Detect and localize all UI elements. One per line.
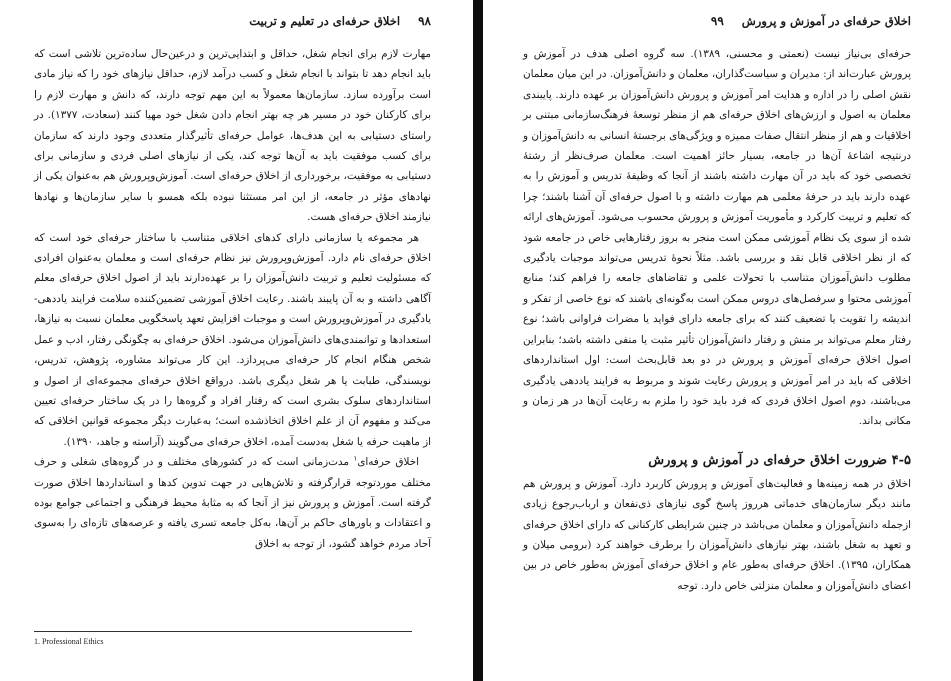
section-paragraph: اخلاق در همه زمینه‌ها و فعالیت‌های آموزش و پرورش کاربرد دارد. آموزش و پرورش هم مانند دیگر سازمان‌های خدماتی هرروز پاسخ گوی نیازهای ذی‌نفعان و ارباب‌رجوع زیادی ازجمله دانش‌آموزان و معلمان می‌باشد در چنین شرایطی کارکنانی که دارای اخلاق حرفه‌ای و تعهد به شغل باشند، بهتر نیازهای دانش‌آموزان را برطرف خواهند کرد (برومی میلان و همکاران، ۱۳۹۵). اخلاق حرفه‌ای به‌طور عام و اخلاق حرفه‌ای آموزش به‌طور خاص در بین اعضای دانش‌آموزان و معلمان منزلتی خاص دارد. توجه (523, 477, 911, 592)
right-page-number: ۹۹ (710, 14, 724, 28)
right-page-header (523, 14, 911, 34)
left-paragraph-2: هر مجموعه یا سازمانی دارای کدهای اخلاقی متناسب با ساختار حرفه‌ای خود است که اخلاق حرفه‌ای نام دارد. آموزش‌وپرورش نیز نظام حرفه‌ای است و معلمان به‌عنوان افرادی که مسئولیت تعلیم و تربیت دانش‌آموزان را بر عهده‌دارند باید از اصول اخلاق حرفه‌ای معلم آگاهی داشته و به آن پایبند باشند. رعایت اخلاق آموزشی تضمین‌کننده سلامت فرایند یاددهی-یادگیری در آموزش‌وپرورش است و موجبات افزایش تعهد پاسخگویی معلمان نسبت به نیازها، استعدادها و توانمندی‌های دانش‌آموزان می‌شود. اخلاق حرفه‌ای به چگونگی رفتار، ادب و عمل شخص هنگام انجام کار حرفه‌ای می‌پردازد. این کار می‌تواند مشاوره، پژوهش، تدریس، نویسندگی، طبابت یا هر شغل دیگری باشد. درواقع اخلاق حرفه‌ای مجموعه‌ای از اصول و استانداردهای سلوک بشری است که رفتار افراد و گروه‌ها را در یک ساختار حرفه‌ای تعیین می‌کند و مفهوم آن از علم اخلاق اتخاذشده است؛ به‌عبارت دیگر مجموعه قوانین اخلاقی که از ماهیت حرفه یا شغل به‌دست آمده، اخلاق حرفه‌ای می‌گویند (آراسته و جاهد، ۱۳۹۰). (34, 231, 431, 448)
left-page-body (34, 44, 431, 554)
left-page (0, 0, 473, 681)
footnote-divider (34, 631, 412, 632)
right-paragraph-1: حرفه‌ای بی‌نیاز نیست (نعمتی و محسنی، ۱۳۸۹). سه گروه اصلی هدف در آموزش و پرورش عبارت‌اند از: مدیران و سیاست‌گذاران، معلمان و دانش‌آموزان. در این میان معلمان نقش اصلی را در اداره و هدایت امر آموزش و پرورش دانش‌آموزان بر عهده دارند. پایبندی معلمان به اصول و ارزش‌های اخلاق حرفه‌ای هم از منظر توسعهٔ فرهنگ‌سازمانی مبتنی بر اخلاقیات و هم از منظر انتقال صفات ممیزه و ویژگی‌های برجستهٔ انسانی به دانش‌آموزان و درنتیجه اشاعهٔ آن‌ها در جامعه، بسیار حائز اهمیت است. معلمان صرف‌نظر از رشتهٔ تخصصی خود که باید در آن مهارت داشته باشند از آنجا که وظیفهٔ تدریس و آموزش را به عهده دارند باید در حرفهٔ معلمی هم مهارت داشته و با اصول حرفه‌ای آن آشنا باشند؛ چرا که تعلیم و تربیت کارکرد و مأموریت آموزش و پرورش محسوب می‌شود. آموزش‌های ارائه شده از سوی یک نظام آموزشی ممکن است منجر به بروز رفتارهایی خاص در جامعه شود که از نظر اخلاقی قابل نقد و بررسی باشد. مثلاً نحوهٔ تدریس می‌تواند موجبات یادگیری مطلوب دانش‌آموزان متناسب با تحولات علمی و تقاضاهای جامعه را فراهم کند؛ منابع آموزشی محتوا و سرفصل‌های دروس ممکن است به‌گونه‌ای باشند که نوع خاصی از تفکر و اندیشه را تقویت یا تضعیف کنند که برای جامعه دارای فواید یا مضرات فراوانی باشد؛ نوع رفتار معلم می‌تواند بر منش و رفتار دانش‌آموزان تأثیر مثبت یا منفی داشته باشد؛ بنابراین اصول اخلاق حرفه‌ای آموزش و پرورش در دو بعد قابل‌بحث است: اول استانداردهای اخلاقی که باید در امر آموزش و پرورش رعایت شوند و مربوط به فرایند یاددهی یادگیری می‌باشند، دوم اصول اخلاق فردی که فرد باید خود را ملزم به رعایت آن‌ها در هر زمان و مکانی بداند. (523, 48, 911, 428)
footnote (34, 637, 104, 646)
left-paragraph-1: مهارت لازم برای انجام شغل، حداقل و ابتدایی‌ترین و درعین‌حال ساده‌ترین تلاشی است که باید انجام دهد تا بتواند با انجام شغل و کسب درآمد لازم، حداقل نیازهای خود را که نیاز مادی است برآورده سازد. سازمان‌ها معمولاً به این مهم توجه دارند، که دانش و مهارت لازم را برای کارکنان خود در مسیر هر چه بهتر انجام دادن شغل خود مهیا کنند (سعادت، ۱۳۷۷). در راستای دستیابی به این هدف‌ها، عوامل حرفه‌ای تأثیرگذار متعددی وجود دارند که سازمان برای کسب موفقیت باید به آن‌ها توجه کند، یکی از نیازهای اصلی فردی و سازمانی برای دستیابی به موفقیت، برخورداری از اخلاق حرفه‌ای است. آموزش‌وپرورش هم به‌عنوان یکی از نهادهای مؤثر در جامعه، از این امر مستثنا نبوده بلکه همسو با سایر سازمان‌ها و نهادها نیازمند اخلاق حرفه‌ای هست. (34, 48, 431, 224)
left-page-header (34, 14, 431, 34)
left-paragraph-3-text: مدت‌زمانی است که در کشورهای مختلف و در گروه‌های شغلی و حرف مختلف موردتوجه قرارگرفته و تلاش‌هایی در جهت تدوین کدها و استانداردها اخلاق صورت گرفته است. آموزش و پرورش نیز از آنجا که به مثابهٔ محیط فرهنگی و اجتماعی جوامع بوده و اعتقادات و باورهای حاکم بر آن‌ها، به‌کل جامعه تسری یافته و عرصه‌های تازه‌ای را به‌سوی آحاد مردم خواهد گشود، از توجه به اخلاق (34, 456, 431, 550)
right-page-body (523, 44, 911, 596)
right-page-running-title: اخلاق حرفه‌ای در آموزش و پرورش (741, 14, 911, 28)
left-page-running-title: اخلاق حرفه‌ای در تعلیم و تربیت (249, 14, 401, 28)
footnoted-term: اخلاق حرفه‌ای (357, 456, 419, 469)
section-heading: ۴-۵ ضرورت اخلاق حرفه‌ای در آموزش و پرورش (648, 452, 911, 468)
book-spine (473, 0, 483, 681)
right-page (483, 0, 951, 681)
left-page-number: ۹۸ (418, 14, 431, 28)
footnote-marker: ۱ (353, 454, 358, 463)
left-paragraph-3 (34, 452, 431, 554)
footnote-text: 1. Professional Ethics (34, 637, 104, 646)
